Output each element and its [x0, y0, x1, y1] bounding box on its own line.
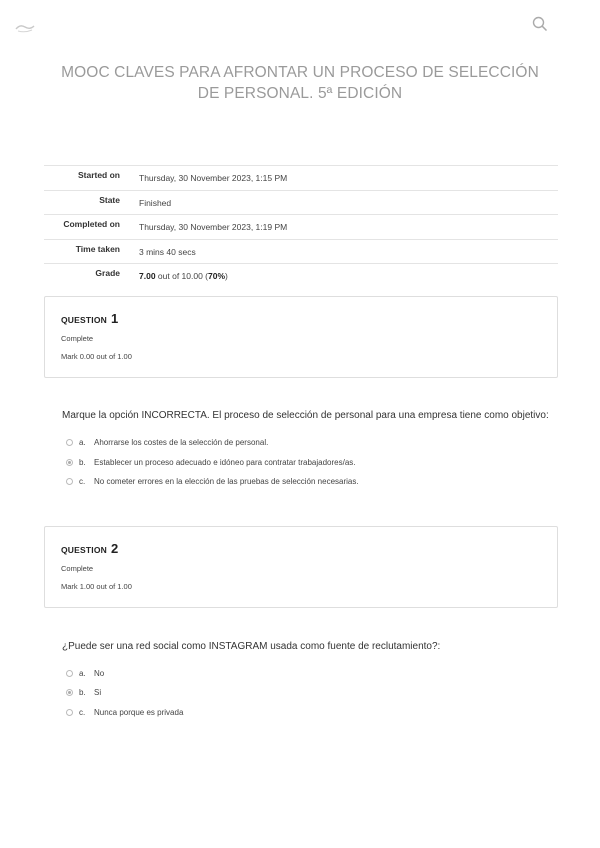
- course-title: MOOC CLAVES PARA AFRONTAR UN PROCESO DE SELECCIÓN DE PERSONAL. 5ª EDICIÓN: [61, 64, 539, 102]
- question-label: QUESTION: [61, 315, 107, 325]
- summary-value: Finished: [139, 197, 172, 208]
- summary-label: Started on: [77, 170, 120, 180]
- answer-letter: b.: [79, 688, 86, 697]
- radio-button-selected[interactable]: [66, 689, 73, 696]
- answer-option[interactable]: [66, 669, 104, 678]
- summary-row-time-taken: [44, 239, 558, 264]
- answer-letter: b.: [79, 458, 86, 467]
- answer-option[interactable]: [66, 438, 268, 447]
- radio-button[interactable]: [66, 439, 73, 446]
- question-state: Complete: [61, 334, 94, 343]
- summary-label: Grade: [95, 268, 120, 278]
- grade-percent: 70%: [208, 271, 226, 281]
- question-mark: Mark 1.00 out of 1.00: [61, 582, 132, 591]
- summary-row-completed: [44, 214, 558, 239]
- summary-label: State: [99, 194, 120, 205]
- answer-text: Nunca porque es privada: [94, 708, 184, 717]
- answer-text: Si: [94, 688, 102, 697]
- grade-out-of: out of 10.00 (: [155, 271, 208, 281]
- question-label: QUESTION: [61, 545, 107, 555]
- search-icon[interactable]: [532, 16, 548, 32]
- answer-letter: c.: [79, 477, 86, 486]
- grade-close: ): [225, 271, 228, 281]
- radio-button[interactable]: [66, 709, 73, 716]
- answer-option[interactable]: [66, 688, 101, 697]
- answer-option[interactable]: [66, 708, 183, 717]
- summary-row-state: [44, 190, 558, 215]
- question-info-card: [44, 526, 558, 608]
- summary-row-grade: [44, 263, 558, 288]
- summary-row-started: [44, 165, 558, 190]
- question-mark: Mark 0.00 out of 1.00: [61, 352, 132, 361]
- question-number: [61, 311, 118, 326]
- summary-value: 3 mins 40 secs: [139, 246, 196, 257]
- summary-label: Completed on: [63, 219, 120, 229]
- radio-button[interactable]: [66, 670, 73, 677]
- question-info-card: [44, 296, 558, 378]
- radio-button-selected[interactable]: [66, 459, 73, 466]
- question-text: Marque la opción INCORRECTA. El proceso de selección de personal para una empresa tiene como objetivo:: [62, 410, 549, 421]
- radio-button[interactable]: [66, 478, 73, 485]
- question-num: 1: [111, 311, 119, 326]
- site-logo[interactable]: [14, 20, 36, 34]
- question-text: ¿Puede ser una red social como INSTAGRAM usada como fuente de reclutamiento?:: [62, 641, 441, 652]
- grade-value: [120, 264, 228, 288]
- attempt-summary: [44, 165, 558, 288]
- summary-value: Thursday, 30 November 2023, 1:19 PM: [139, 222, 288, 232]
- answer-letter: a.: [79, 669, 86, 678]
- answer-text: No: [94, 669, 105, 678]
- answer-option[interactable]: [66, 477, 359, 486]
- summary-label: Time taken: [75, 243, 120, 254]
- answer-option[interactable]: [66, 458, 356, 467]
- answer-text: No cometer errores en la elección de las pruebas de selección necesarias.: [94, 477, 359, 486]
- answer-letter: a.: [79, 438, 86, 447]
- grade-score: 7.00: [139, 271, 156, 281]
- answer-text: Establecer un proceso adecuado e idóneo para contratar trabajadores/as.: [94, 458, 356, 467]
- answer-letter: c.: [79, 708, 86, 717]
- question-number: [61, 541, 118, 556]
- question-num: 2: [111, 541, 119, 556]
- summary-value: Thursday, 30 November 2023, 1:15 PM: [139, 173, 288, 183]
- answer-text: Ahorrarse los costes de la selección de personal.: [94, 438, 269, 447]
- question-state: Complete: [61, 564, 94, 573]
